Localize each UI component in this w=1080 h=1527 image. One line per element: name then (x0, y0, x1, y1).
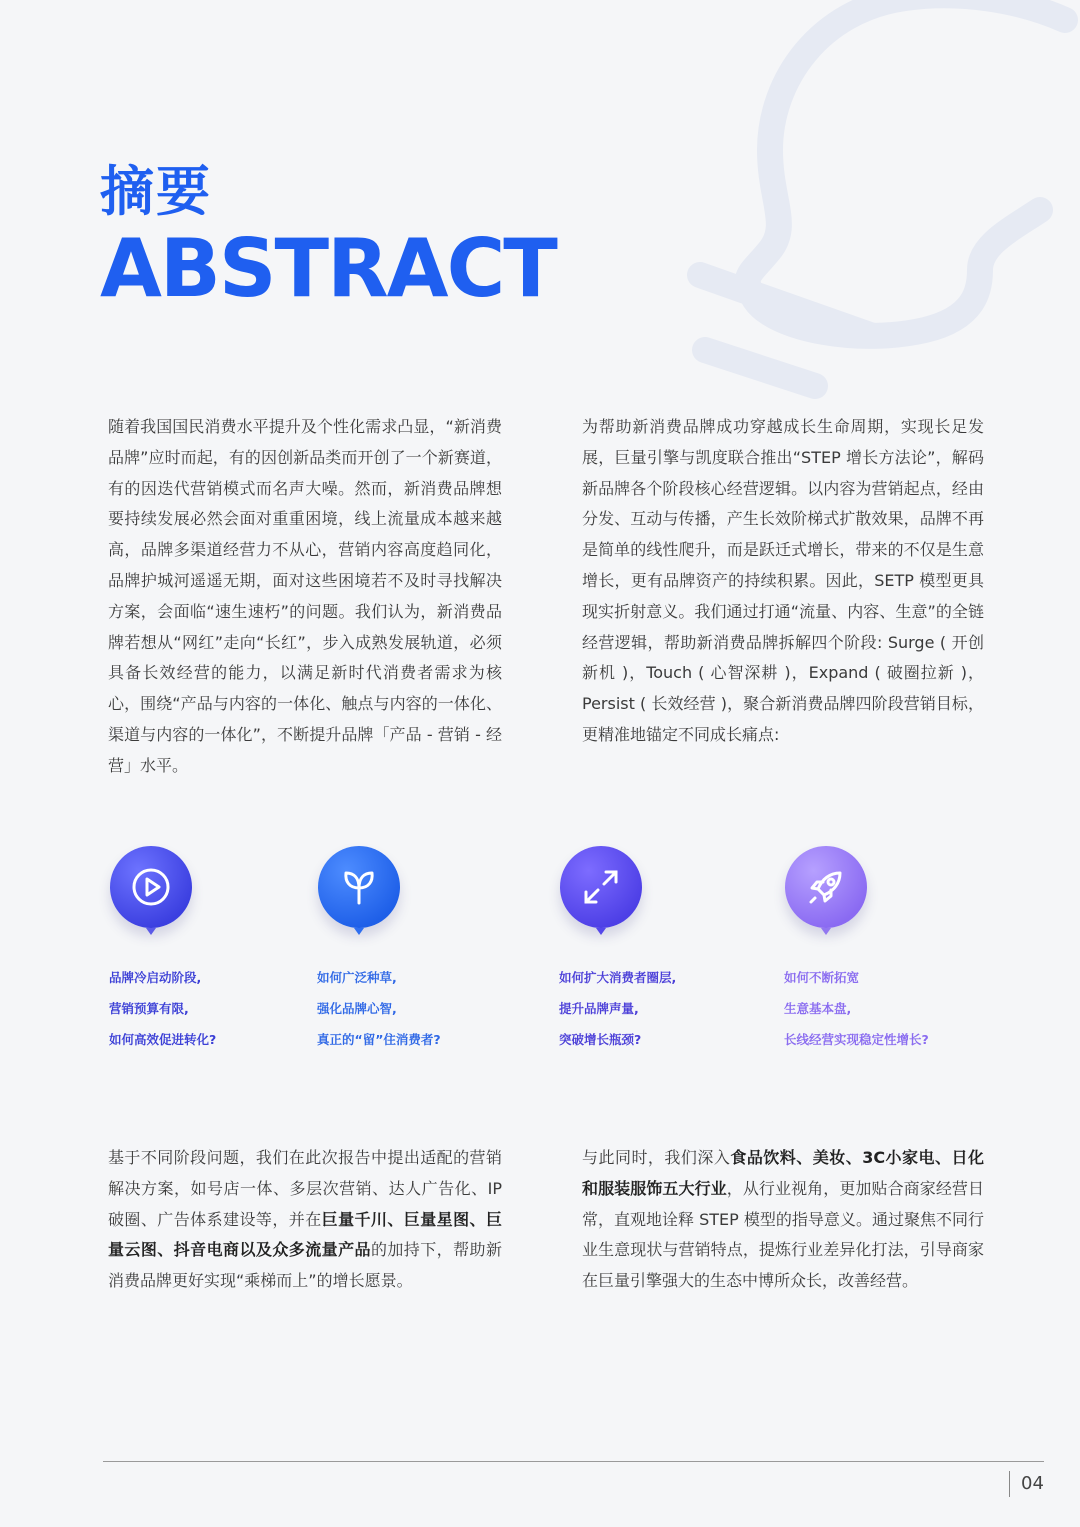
footer-divider (103, 1461, 1044, 1462)
sprout-icon (337, 865, 381, 909)
stage-question-line: 提升品牌声量, (559, 1001, 639, 1016)
page-title-chinese: 摘要 (100, 160, 212, 223)
stage-question-line: 营销预算有限, (109, 1001, 189, 1016)
page-title-english: ABSTRACT (100, 222, 556, 315)
stage-expand-icon (560, 846, 642, 928)
highlight-text: 食品饮料、美妆、3C小家电、日化和服装服饰五大行业 (582, 1148, 984, 1198)
page-number-divider (1009, 1471, 1010, 1497)
stage-question-line: 如何扩大消费者圈层, (559, 970, 677, 985)
text-segment: 与此同时，我们深入 (582, 1148, 731, 1167)
stage-question-line: 如何高效促进转化? (109, 1032, 217, 1047)
conclusion-right-paragraph (582, 1143, 984, 1297)
stage-touch-icon (318, 846, 400, 928)
text-segment: 的加持下，帮助新消费品牌更好实现“乘梯而上”的增长愿景。 (108, 1240, 502, 1291)
page-number: 04 (1021, 1473, 1044, 1494)
text-segment: 基于不同阶段问题，我们在此次报告中提出适配的营销解决方案，如号店一体、多层次营销、达人广告化、IP破圈、广告体系建设等，并在 (108, 1148, 502, 1229)
stage-surge-icon (110, 846, 192, 928)
highlight-text: 巨量千川、巨量星图、巨量云图、抖音电商以及众多流量产品 (108, 1209, 502, 1260)
stage-question-line: 突破增长瓶颈? (559, 1032, 642, 1047)
conclusion-left-paragraph (108, 1143, 502, 1297)
stage-question-line: 品牌冷启动阶段, (109, 970, 202, 985)
rocket-icon (804, 865, 848, 909)
stage-persist-icon (785, 846, 867, 928)
stage-question-line: 真正的“留”住消费者? (317, 1032, 441, 1047)
stage-question-line: 如何不断拓宽 (784, 970, 860, 985)
stage-question-line: 长线经营实现稳定性增长? (784, 1032, 929, 1047)
stage-question-line: 强化品牌心智, (317, 1001, 397, 1016)
play-circle-icon (129, 865, 173, 909)
stage-question-line: 如何广泛种草, (317, 970, 397, 985)
stage-expand-question (559, 962, 676, 1055)
stage-touch-question (317, 962, 441, 1055)
stage-surge-question (109, 962, 216, 1055)
text-segment: ，从行业视角，更加贴合商家经营日常，直观地诠释 STEP 模型的指导意义。通过聚焦不同行业生意现状与营销特点，提炼行业差异化打法，引导商家在巨量引擎强大的生态中博所众长，改善经营。 (582, 1178, 984, 1291)
stage-persist-question (784, 962, 929, 1055)
expand-arrows-icon (579, 865, 623, 909)
intro-right-paragraph: 为帮助新消费品牌成功穿越成长生命周期，实现长足发展，巨量引擎与凯度联合推出“STEP 增长方法论”，解码新品牌各个阶段核心经营逻辑。以内容为营销起点，经由分发、互动与传播，产生长效阶梯式扩散效果，品牌不再是简单的线性爬升，而是跃迁式增长，带来的不仅是生意增长，更有品牌资产的持续积累。因此，SETP 模型更具现实折射意义。我们通过打通“流量、内容、生意”的全链经营逻辑，帮助新消费品牌拆解四个阶段: Surge ( 开创新机 )，Touch ( 心智深耕 )，Expand ( 破圈拉新 )，Persist ( 长效经营 )，聚合新消费品牌四阶段营销目标，更精准地锚定不同成长痛点: (582, 417, 984, 744)
intro-left-paragraph: 随着我国国民消费水平提升及个性化需求凸显，“新消费品牌”应时而起，有的因创新品类而开创了一个新赛道，有的因迭代营销模式而名声大噪。然而，新消费品牌想要持续发展必然会面对重重困境，线上流量成本越来越高，品牌多渠道经营力不从心，营销内容高度趋同化，品牌护城河遥遥无期，面对这些困境若不及时寻找解决方案，会面临“速生速朽”的问题。我们认为，新消费品牌若想从“网红”走向“长红”，步入成熟发展轨道，必须具备长效经营的能力，以满足新时代消费者需求为核心，围绕“产品与内容的一体化、触点与内容的一体化、渠道与内容的一体化”，不断提升品牌「产品 - 营销 - 经营」水平。 (108, 417, 502, 775)
stage-question-line: 生意基本盘, (784, 1001, 852, 1016)
